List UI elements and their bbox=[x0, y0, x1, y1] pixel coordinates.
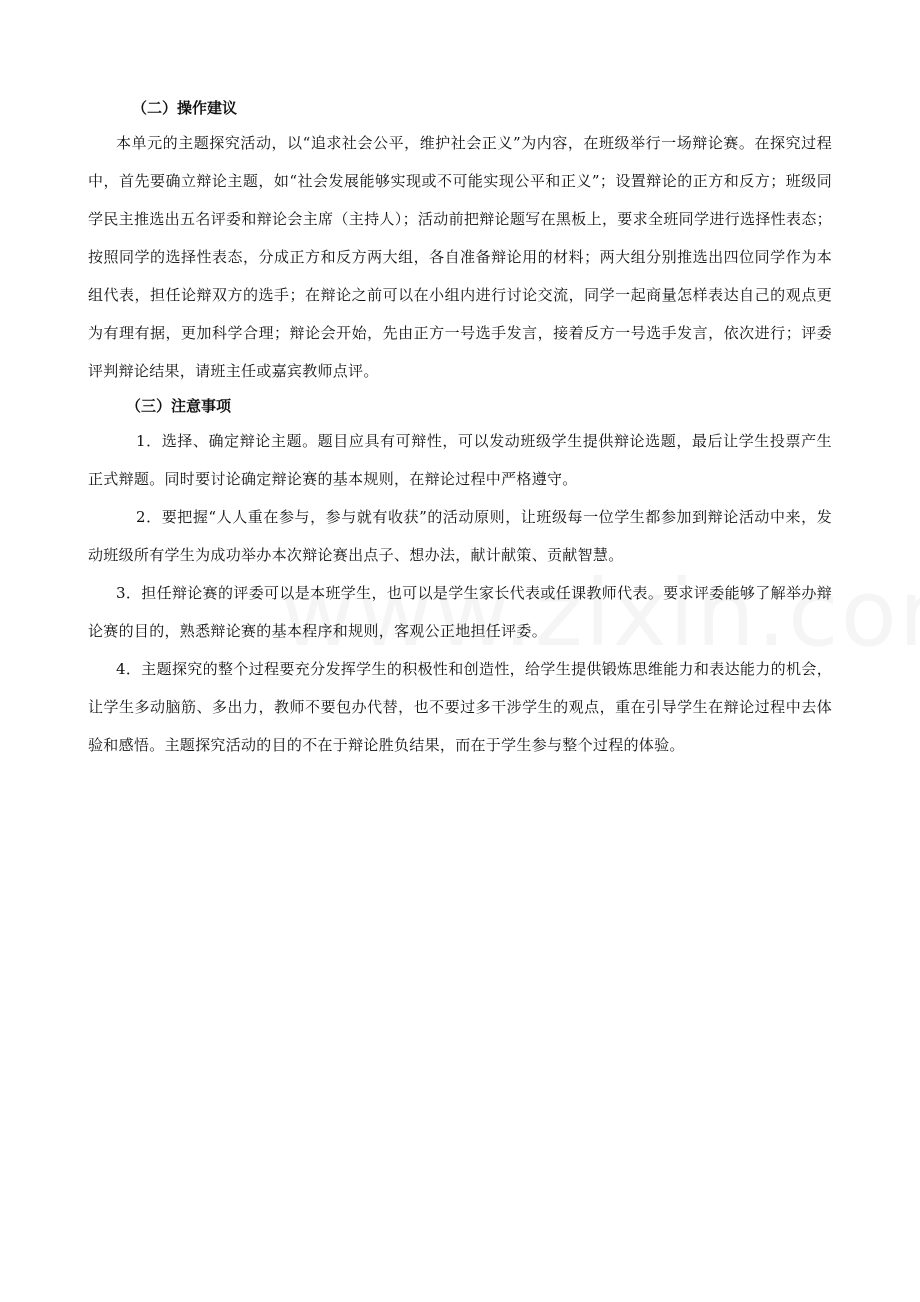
section-heading-operation-suggestions: （二）操作建议 bbox=[132, 99, 238, 117]
operation-suggestions-paragraph: 本单元的主题探究活动，以“追求社会公平，维护社会正义”为内容，在班级举行一场辩论赛。在探究过程中，首先要确立辩论主题，如“社会发展能够实现或不可能实现公平和正义”；设置辩论的正方和反方；班级同学民主推选出五名评委和辩论会主席（主持人）；活动前把辩论题写在黑板上，要求全班同学进行选择性表态；按照同学的选择性表态，分成正方和反方两大组，各自准备辩论用的材料；两大组分别推选出四位同学作为本组代表，担任论辩双方的选手；在辩论之前可以在小组内进行讨论交流，同学一起商量怎样表达自己的观点更为有理有据，更加科学合理；辩论会开始，先由正方一号选手发言，接着反方一号选手发言，依次进行；评委评判辩论结果，请班主任或嘉宾教师点评。 bbox=[88, 134, 832, 380]
document-page bbox=[88, 92, 832, 764]
section-heading-notes: （三）注意事项 bbox=[126, 397, 232, 415]
note-item-1: 1．选择、确定辩论主题。题目应具有可辩性，可以发动班级学生提供辩论选题，最后让学生投票产生正式辩题。同时要讨论确定辩论赛的基本规则，在辩论过程中严格遵守。 bbox=[88, 432, 832, 488]
note-item-3: 3．担任辩论赛的评委可以是本班学生，也可以是学生家长代表或任课教师代表。要求评委能够了解举办辩论赛的目的，熟悉辩论赛的基本程序和规则，客观公正地担任评委。 bbox=[88, 584, 832, 640]
note-item-2: 2．要把握“人人重在参与，参与就有收获”的活动原则，让班级每一位学生都参加到辩论活动中来，发动班级所有学生为成功举办本次辩论赛出点子、想办法，献计献策、贡献智慧。 bbox=[88, 508, 832, 564]
note-item-4: 4．主题探究的整个过程要充分发挥学生的积极性和创造性，给学生提供锻炼思维能力和表达能力的机会，让学生多动脑筋、多出力，教师不要包办代替，也不要过多干涉学生的观点，重在引导学生在辩论过程中去体验和感悟。主题探究活动的目的不在于辩论胜负结果，而在于学生参与整个过程的体验。 bbox=[88, 660, 832, 754]
